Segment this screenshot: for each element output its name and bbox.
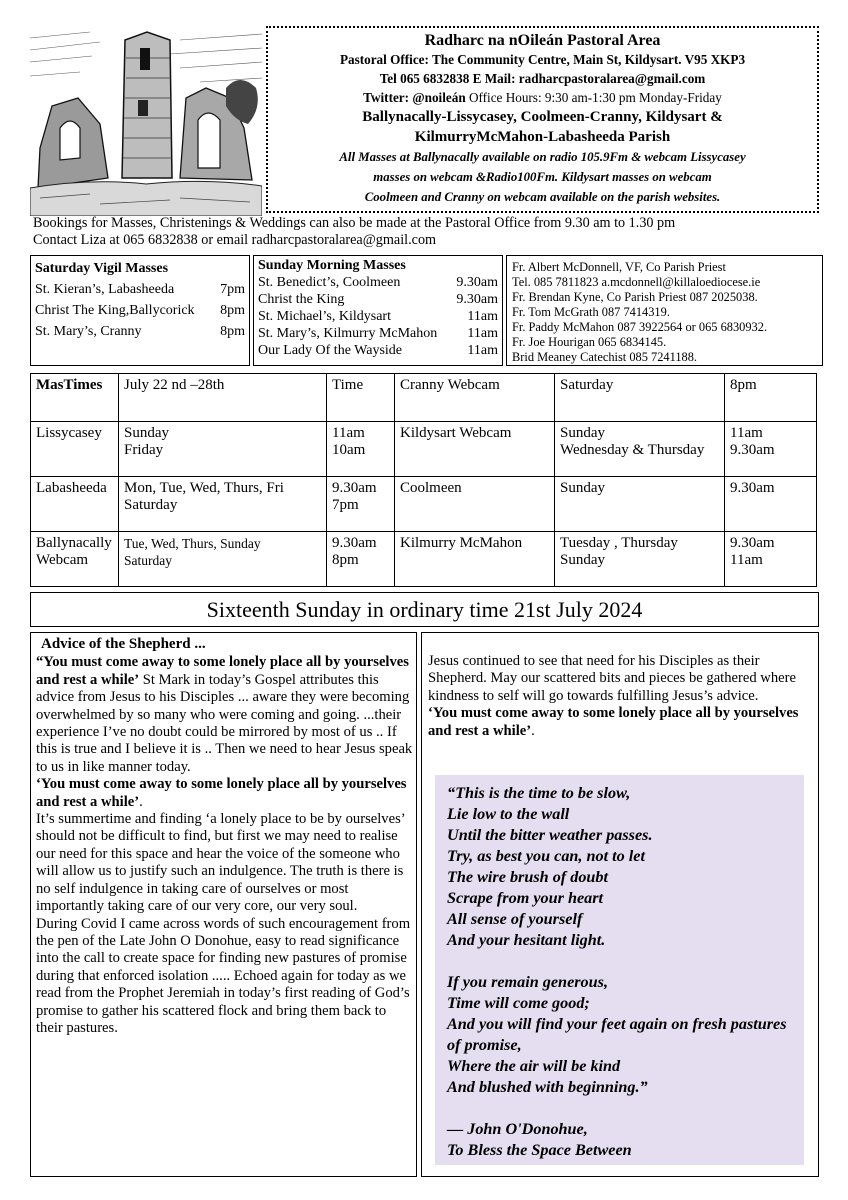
article-paragraph-4: During Covid I came across words of such encouragement from the pen of the Late John O Donohue, easy to read significance into the call to create space for finding new pastures of promise during that enforced isolation ..... Echoed again for today as we read from the Prophet Jeremiah in today’s first reading of God’s promise to gather his scattered flock and bring them back to their pastures.: [36, 915, 411, 1036]
poem-box: [435, 775, 804, 1165]
table-cell: Sunday Friday: [119, 422, 327, 477]
table-cell: July 22 nd –28th: [119, 374, 327, 422]
mass-time: 11am: [467, 326, 498, 341]
table-row: [31, 477, 817, 532]
paragraph-text: St Mark in today’s Gospel attributes this advice from Jesus to his Disciples ... aware they were becoming overwhelmed by so many who were coming and going. ...their experience I’ve no doubt could be mirrored by most of us .. If this is true and I believe it is .. Then we need to hear Jesus speak to us in like manner today.: [36, 671, 413, 775]
mass-time: 8pm: [220, 324, 245, 339]
table-row: [31, 374, 817, 422]
table-cell: 11am 10am: [327, 422, 395, 477]
quote-bold: “You must come away to some lonely place all by yourselves and rest a while’: [36, 654, 409, 688]
church-ruin-illustration: [30, 28, 262, 216]
table-cell: Tue, Wed, Thurs, Sunday Saturday: [119, 532, 327, 587]
article-heading: Advice of the Shepherd ...: [41, 636, 206, 652]
poem-line: And blushed with beginning.”: [447, 1078, 648, 1096]
clergy-line: Fr. Tom McGrath 087 7414319.: [512, 305, 670, 319]
bookings-line-1: Bookings for Masses, Christenings & Weddings can also be made at the Pastoral Office from 9.30 am to 1.30 pm: [33, 215, 676, 231]
quote-bold: ‘You must come away to some lonely place all by yourselves and rest a while’: [428, 705, 799, 739]
poem-line: “This is the time to be slow,: [447, 784, 631, 802]
table-cell: Sunday Wednesday & Thursday: [555, 422, 725, 477]
church-name: St. Mary’s, Cranny: [35, 324, 142, 339]
table-cell: Tuesday , Thursday Sunday: [555, 532, 725, 587]
list-item: [258, 274, 498, 291]
table-row: [31, 422, 817, 477]
article-left-column: [30, 632, 417, 1177]
radio-line-3: Coolmeen and Cranny on webcam available on the parish websites.: [364, 190, 721, 204]
radio-line-1: All Masses at Ballynacally available on radio 105.9Fm & webcam Lissycasey: [339, 150, 746, 164]
twitter-hours-line: [268, 88, 817, 107]
church-name: Christ The King,Ballycorick: [35, 303, 195, 318]
clergy-line: Brid Meaney Catechist 085 7241188.: [512, 350, 698, 364]
contact-line: Tel 065 6832838 E Mail: radharcpastoralarea@gmail.com: [379, 71, 706, 86]
list-item: [35, 300, 245, 321]
radio-line-2: masses on webcam &Radio100Fm. Kildysart masses on webcam: [373, 170, 712, 184]
church-name: St. Benedict’s, Coolmeen: [258, 275, 401, 290]
poem-line: Time will come good;: [447, 994, 590, 1012]
list-item: [35, 279, 245, 300]
church-name: St. Kieran’s, Labasheeda: [35, 282, 175, 297]
parish-names: [268, 107, 817, 147]
office-hours: Office Hours: 9:30 am-1:30 pm Monday-Friday: [468, 90, 722, 105]
header-box: [266, 26, 819, 213]
poem-line: The wire brush of doubt: [447, 868, 609, 886]
table-cell: 9.30am 7pm: [327, 477, 395, 532]
table-cell: 11am 9.30am: [725, 422, 817, 477]
mass-time: 11am: [467, 309, 498, 324]
table-cell: Mon, Tue, Wed, Thurs, Fri Saturday: [119, 477, 327, 532]
mass-time: 11am: [467, 343, 498, 358]
list-item: [35, 321, 245, 342]
table-cell: MasTimes: [31, 374, 119, 422]
saturday-vigil-box: [30, 255, 250, 366]
clergy-line: Fr. Brendan Kyne, Co Parish Priest 087 2025038.: [512, 290, 758, 304]
pastoral-area-title: Radharc na nOileán Pastoral Area: [424, 32, 661, 49]
radio-webcam-info: [268, 147, 817, 207]
table-cell: Sunday: [555, 477, 725, 532]
poem-line: Scrape from your heart: [447, 889, 604, 907]
table-cell: 9.30am: [725, 477, 817, 532]
bookings-notice: [33, 215, 823, 249]
article-paragraph-6: [428, 705, 812, 740]
parish-line-1: Ballynacally-Lissycasey, Coolmeen-Cranny, Kildysart &: [362, 109, 723, 125]
table-cell: Coolmeen: [395, 477, 555, 532]
poem-attribution: — John O'Donohue,: [447, 1120, 588, 1138]
table-cell: Cranny Webcam: [395, 374, 555, 422]
list-item: [258, 291, 498, 308]
table-cell: Kilmurry McMahon: [395, 532, 555, 587]
mass-times-body: [31, 374, 817, 587]
table-cell: 9.30am 8pm: [327, 532, 395, 587]
sunday-morning-heading: Sunday Morning Masses: [258, 258, 406, 273]
poem-line: All sense of yourself: [447, 910, 583, 928]
clergy-contacts-box: [506, 255, 823, 366]
twitter-handle: Twitter: @noileán: [363, 90, 466, 105]
table-cell: 8pm: [725, 374, 817, 422]
church-name: Christ the King: [258, 292, 345, 307]
poem-line: And your hesitant light.: [447, 931, 606, 949]
poem-line: Lie low to the wall: [447, 805, 570, 823]
sunday-morning-box: [253, 255, 503, 366]
church-name: St. Michael’s, Kildysart: [258, 309, 391, 324]
table-cell: Ballynacally Webcam: [31, 532, 119, 587]
paragraph-text: .: [139, 793, 143, 810]
pastoral-office-address: Pastoral Office: The Community Centre, Main St, Kildysart. V95 XKP3: [339, 52, 746, 67]
article-paragraph-3: It’s summertime and finding ‘a lonely place to be by ourselves’ should not be difficult to find, but first we may need to realise our need for this space and hear the voice of the someone who will allow us to justify such an indulgence. The truth is there is no self indulgence in taking care of ourselves or most importantly taking care of our very core, our very soul.: [36, 811, 405, 915]
sunday-banner: Sixteenth Sunday in ordinary time 21st July 2024: [30, 592, 819, 627]
poem-line: And you will find your feet again on fresh pastures of promise,: [447, 1015, 787, 1054]
poem-line: Where the air will be kind: [447, 1057, 621, 1075]
clergy-line: Tel. 085 7811823 a.mcdonnell@killaloediocese.ie: [512, 275, 761, 289]
article-paragraph-5: Jesus continued to see that need for his Disciples as their Shepherd. May our scattered bits and pieces be gathered where kindness to self will go towards fulfilling Jesus’s advice.: [428, 653, 796, 704]
paragraph-text: .: [531, 722, 535, 739]
table-cell: Kildysart Webcam: [395, 422, 555, 477]
quote-bold: ‘You must come away to some lonely place all by yourselves and rest a while’: [36, 776, 407, 810]
table-cell: 9.30am 11am: [725, 532, 817, 587]
mass-times-table: [30, 373, 817, 587]
article-paragraph-1: [36, 654, 413, 776]
article-right-column: [421, 632, 819, 1177]
clergy-line: Fr. Joe Hourigan 065 6834145.: [512, 335, 667, 349]
table-cell: Lissycasey: [31, 422, 119, 477]
table-row: [31, 532, 817, 587]
poem-line: If you remain generous,: [447, 973, 608, 991]
clergy-line: Fr. Albert McDonnell, VF, Co Parish Priest: [512, 260, 726, 274]
mass-time: 9.30am: [456, 292, 498, 307]
table-cell: Time: [327, 374, 395, 422]
poem-line: Try, as best you can, not to let: [447, 847, 645, 865]
saturday-vigil-heading: Saturday Vigil Masses: [35, 261, 169, 276]
article-paragraph-2: [36, 776, 413, 811]
church-name: St. Mary’s, Kilmurry McMahon: [258, 326, 438, 341]
poem-line: Until the bitter weather passes.: [447, 826, 653, 844]
list-item: [258, 325, 498, 342]
list-item: [258, 308, 498, 325]
parish-line-2: KilmurryMcMahon-Labasheeda Parish: [414, 129, 671, 145]
table-cell: Saturday: [555, 374, 725, 422]
clergy-line: Fr. Paddy McMahon 087 3922564 or 065 6830932.: [512, 320, 768, 334]
poem-source: To Bless the Space Between: [447, 1141, 632, 1159]
bookings-line-2: Contact Liza at 065 6832838 or email radharcpastoralarea@gmail.com: [33, 232, 437, 248]
list-item: [258, 342, 498, 359]
church-name: Our Lady Of the Wayside: [258, 343, 403, 358]
mass-time: 9.30am: [456, 275, 498, 290]
mass-time: 7pm: [220, 282, 245, 297]
mass-time: 8pm: [220, 303, 245, 318]
table-cell: Labasheeda: [31, 477, 119, 532]
